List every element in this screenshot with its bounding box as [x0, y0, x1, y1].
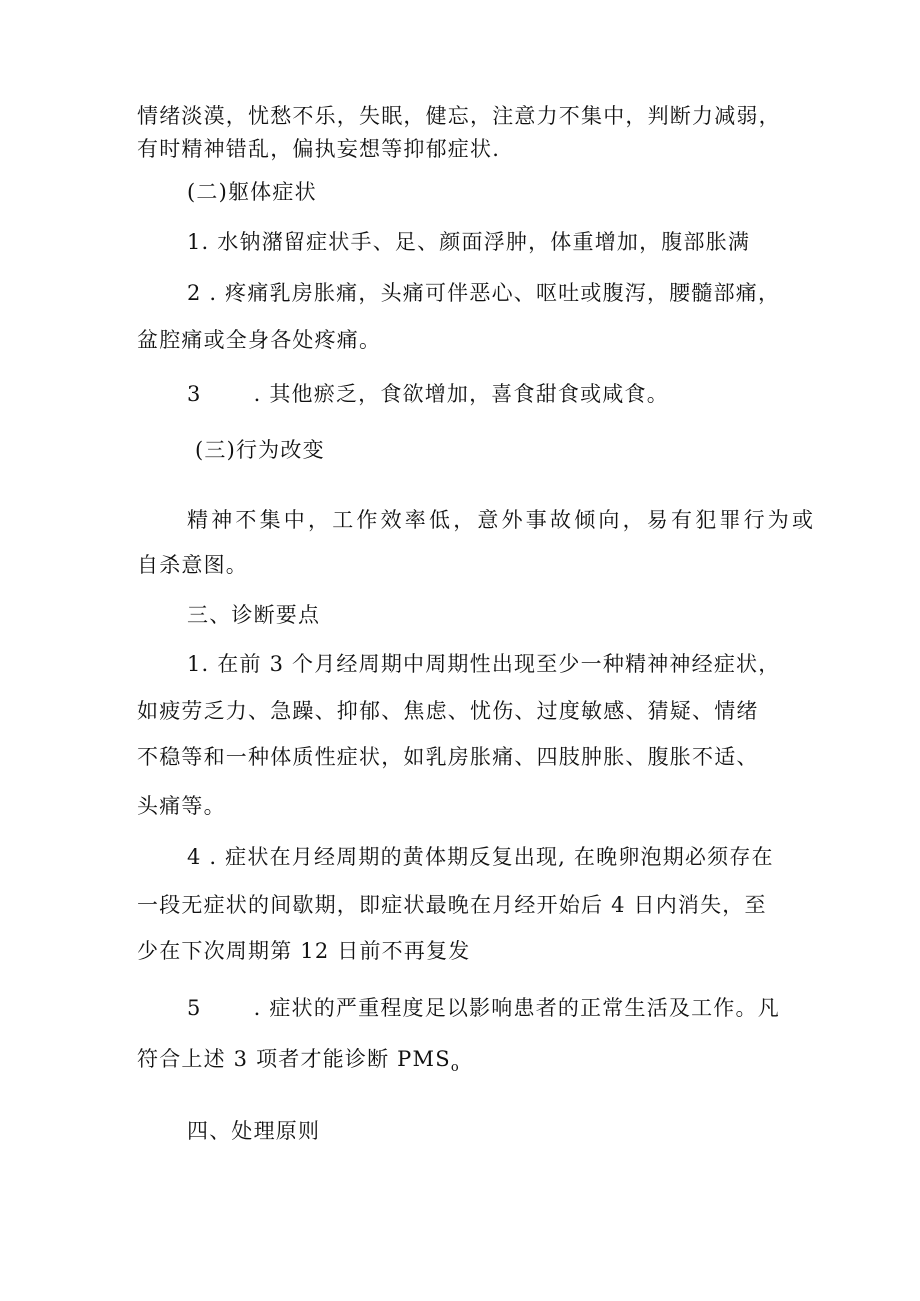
diagnosis-text: 符合上述 3 项者才能诊断 PMS — [137, 1047, 451, 1071]
list-item-1: 1. 水钠潴留症状手、足、颜面浮肿，体重增加，腹部胀满 — [187, 230, 751, 254]
diagnosis-item-5 — [187, 994, 780, 1022]
diagnosis-item-4-line: 少在下次周期第 12 日前不再复发 — [137, 939, 471, 963]
diagnosis-item-1-line: 不稳等和一种体质性症状，如乳房胀痛、四肢肿胀、腹胀不适、 — [137, 745, 759, 769]
list-number: 3 — [187, 382, 202, 406]
section-heading-behavior: (三)行为改变 — [195, 438, 325, 462]
list-text: . 其他瘀乏，食欲增加，喜食甜食或咸食。 — [253, 382, 669, 406]
section-heading-treatment: 四、处理原则 — [187, 1119, 321, 1143]
list-item-2: 2 . 疼痛乳房胀痛，头痛可伴恶心、呕吐或腹泻，腰髓部痛， — [187, 281, 781, 305]
list-item-3 — [187, 380, 669, 408]
section-heading-diagnosis: 三、诊断要点 — [187, 603, 321, 627]
diagnosis-item-4-line: 一段无症状的间歇期，即症状最晚在月经开始后 4 日内消失，至 — [137, 893, 767, 917]
diagnosis-item-5-line — [137, 1045, 460, 1082]
subscript-mark: o — [450, 1060, 460, 1075]
list-text: . 症状的严重程度足以影响患者的正常生活及工作。凡 — [253, 996, 780, 1020]
list-item-2-continuation: 盆腔痛或全身各处疼痛。 — [137, 328, 382, 352]
diagnosis-item-1: 1. 在前 3 个月经周期中周期性出现至少一种精神神经症状， — [187, 652, 781, 676]
diagnosis-item-4: 4 . 症状在月经周期的黄体期反复出现, 在晚卵泡期必须存在 — [187, 845, 774, 869]
section-heading-somatic: (二)躯体症状 — [187, 180, 317, 204]
paragraph-line: 有时精神错乱，偏执妄想等抑郁症状. — [137, 137, 501, 161]
paragraph-line: 情绪淡漠，忧愁不乐，失眠，健忘，注意力不集中，判断力减弱， — [137, 104, 781, 128]
paragraph-line: 精神不集中，工作效率低，意外事故倾向，易有犯罪行为或 — [187, 508, 817, 532]
paragraph-line: 自杀意图。 — [137, 553, 248, 577]
diagnosis-item-1-line: 头痛等。 — [137, 794, 226, 818]
list-number: 5 — [187, 996, 202, 1020]
diagnosis-item-1-line: 如疲劳乏力、急躁、抑郁、焦虑、忧伤、过度敏感、猜疑、情绪 — [137, 699, 759, 723]
